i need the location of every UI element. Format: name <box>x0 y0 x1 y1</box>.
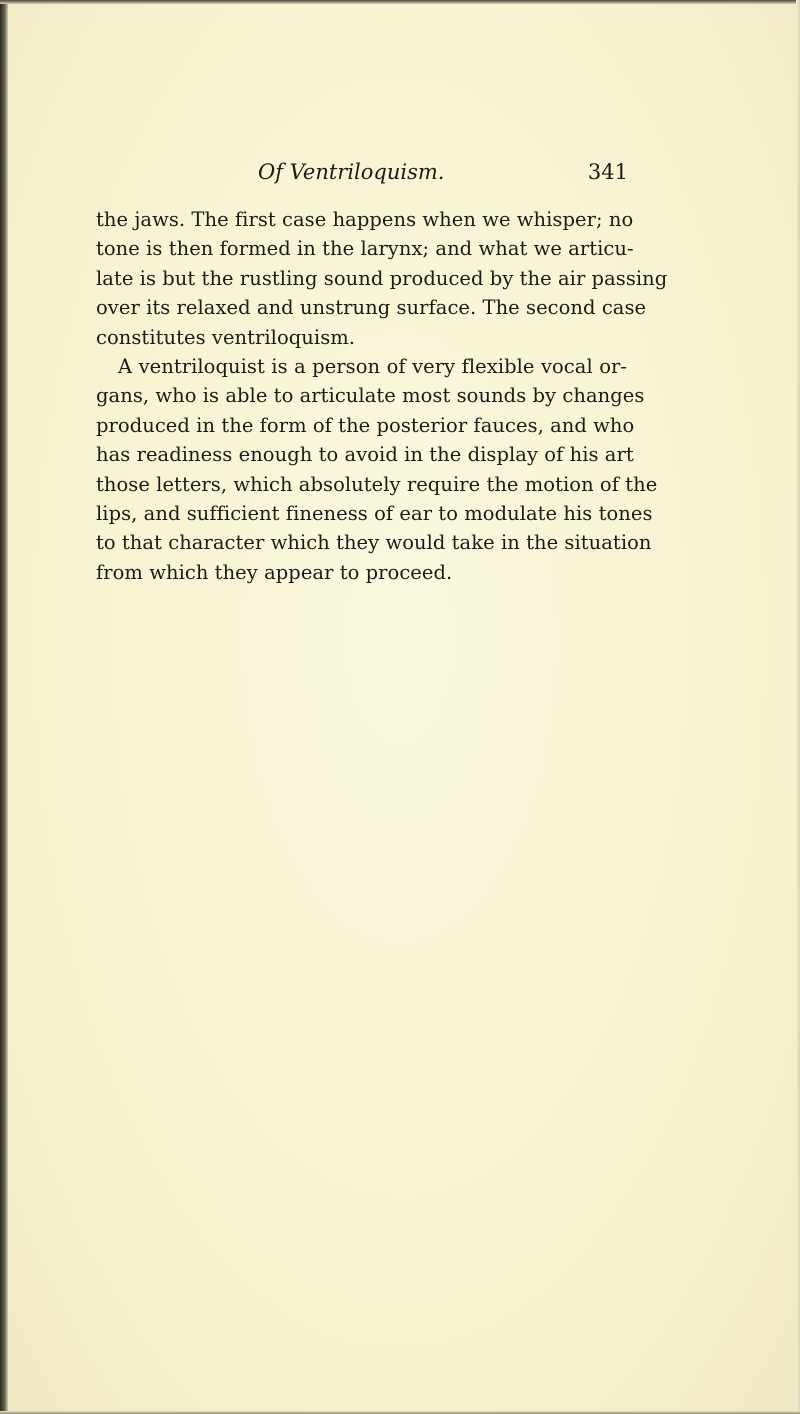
text-line: lips, and sufficient fineness of ear to modulate his tones <box>96 501 653 525</box>
page-number: 341 <box>587 160 628 184</box>
text-line: from which they appear to proceed. <box>96 560 453 584</box>
text-line: tone is then formed in the larynx; and what we articu- <box>96 237 634 261</box>
text-line: has readiness enough to avoid in the display of his art <box>96 443 634 467</box>
text-line: produced in the form of the posterior fauces, and who <box>96 413 635 437</box>
text-line: the jaws. The first case happens when we whisper; no <box>96 208 634 231</box>
running-head <box>258 160 628 190</box>
page-gutter-shadow <box>0 0 8 1414</box>
page-right-edge <box>796 0 800 1414</box>
text-line: constitutes ventriloquism. <box>96 325 356 349</box>
text-line: late is but the rustling sound produced by the air passing <box>96 266 668 290</box>
page-top-edge <box>0 0 800 4</box>
text-line: those letters, which absolutely require the motion of the <box>96 472 658 496</box>
text-line: gans, who is able to articulate most sounds by changes <box>96 384 645 408</box>
body-text <box>96 205 668 587</box>
running-title: Of Ventriloquism. <box>258 160 445 184</box>
text-line: to that character which they would take in the situation <box>96 531 652 555</box>
text-line: over its relaxed and unstrung surface. The second case <box>96 296 647 320</box>
paragraph-start-line: A ventriloquist is a person of very flexible vocal or- <box>118 354 627 378</box>
